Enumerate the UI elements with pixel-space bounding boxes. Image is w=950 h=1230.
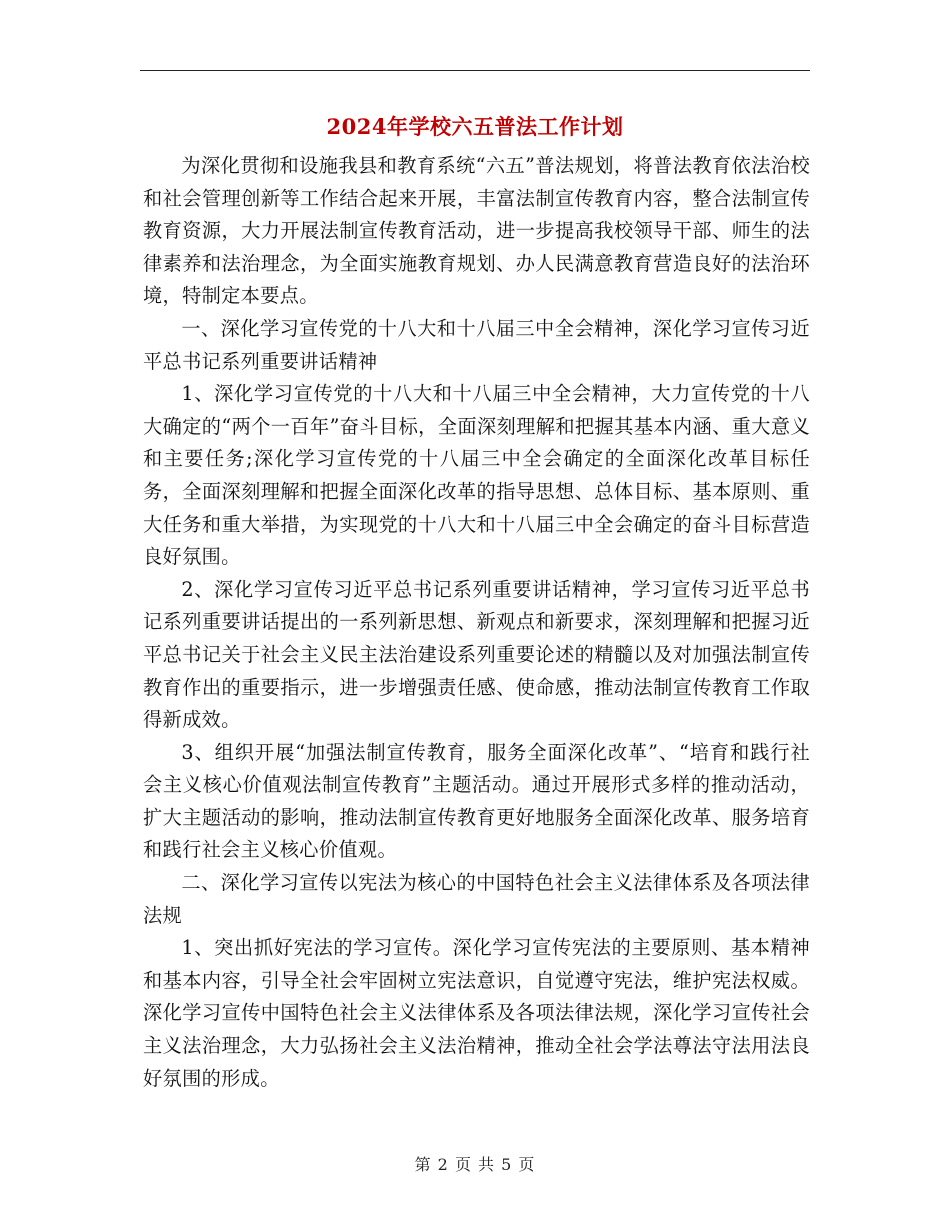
section-2-item-1: 1、突出抓好宪法的学习宣传。深化学习宣传宪法的主要原则、基本精神和基本内容，引导全社会牢固树立宪法意识，自觉遵守宪法，维护宪法权威。深化学习宣传中国特色社会主义法律体系及各项法律法规，深化学习宣传社会主义法治理念，大力弘扬社会主义法治精神，推动全社会学法尊法守法用法良好氛围的形成。: [143, 936, 810, 1090]
section-1-item-2: 2、深化学习宣传习近平总书记系列重要讲话精神，学习宣传习近平总书记系列重要讲话提出的一系列新思想、新观点和新要求，深刻理解和把握习近平总书记关于社会主义民主法治建设系列重要论述的精髓以及对加强法制宣传教育作出的重要指示，进一步增强责任感、使命感，推动法制宣传教育工作取得新成效。: [143, 577, 810, 732]
section-1-item-3: 3、组织开展“加强法制宣传教育，服务全面深化改革”、“培育和践行社会主义核心价值观法制宣传教育”主题活动。通过开展形式多样的推动活动，扩大主题活动的影响，推动法制宣传教育更好地服务全面深化改革、服务培育和践行社会主义核心价值观。: [143, 740, 810, 862]
document-title: 2024年学校六五普法工作计划: [326, 114, 624, 139]
section-1-item-1: 1、深化学习宣传党的十八大和十八届三中全会精神，大力宣传党的十八大确定的“两个一百年”奋斗目标，全面深刻理解和把握其基本内涵、重大意义和主要任务;深化学习宣传党的十八届三中全会确定的全面深化改革目标任务，全面深刻理解和把握全面深化改革的指导思想、总体目标、基本原则、重大任务和重大举措，为实现党的十八大和十八届三中全会确定的奋斗目标营造良好氛围。: [143, 382, 810, 569]
header-rule: [140, 70, 810, 71]
document-body: [143, 150, 810, 1095]
intro-paragraph: 为深化贯彻和设施我县和教育系统“六五”普法规划，将普法教育依法治校和社会管理创新等工作结合起来开展，丰富法制宣传教育内容，整合法制宣传教育资源，大力开展法制宣传教育活动，进一步提高我校领导干部、师生的法律素养和法治理念，为全面实施教育规划、办人民满意教育营造良好的法治环境，特制定本要点。: [143, 154, 810, 308]
page-number: 第 2 页 共 5 页: [414, 1155, 536, 1174]
section-heading-1: 一、深化学习宣传党的十八大和十八届三中全会精神，深化学习宣传习近平总书记系列重要讲话精神: [143, 316, 810, 373]
section-heading-2: 二、深化学习宣传以宪法为核心的中国特色社会主义法律体系及各项法律法规: [143, 871, 810, 927]
